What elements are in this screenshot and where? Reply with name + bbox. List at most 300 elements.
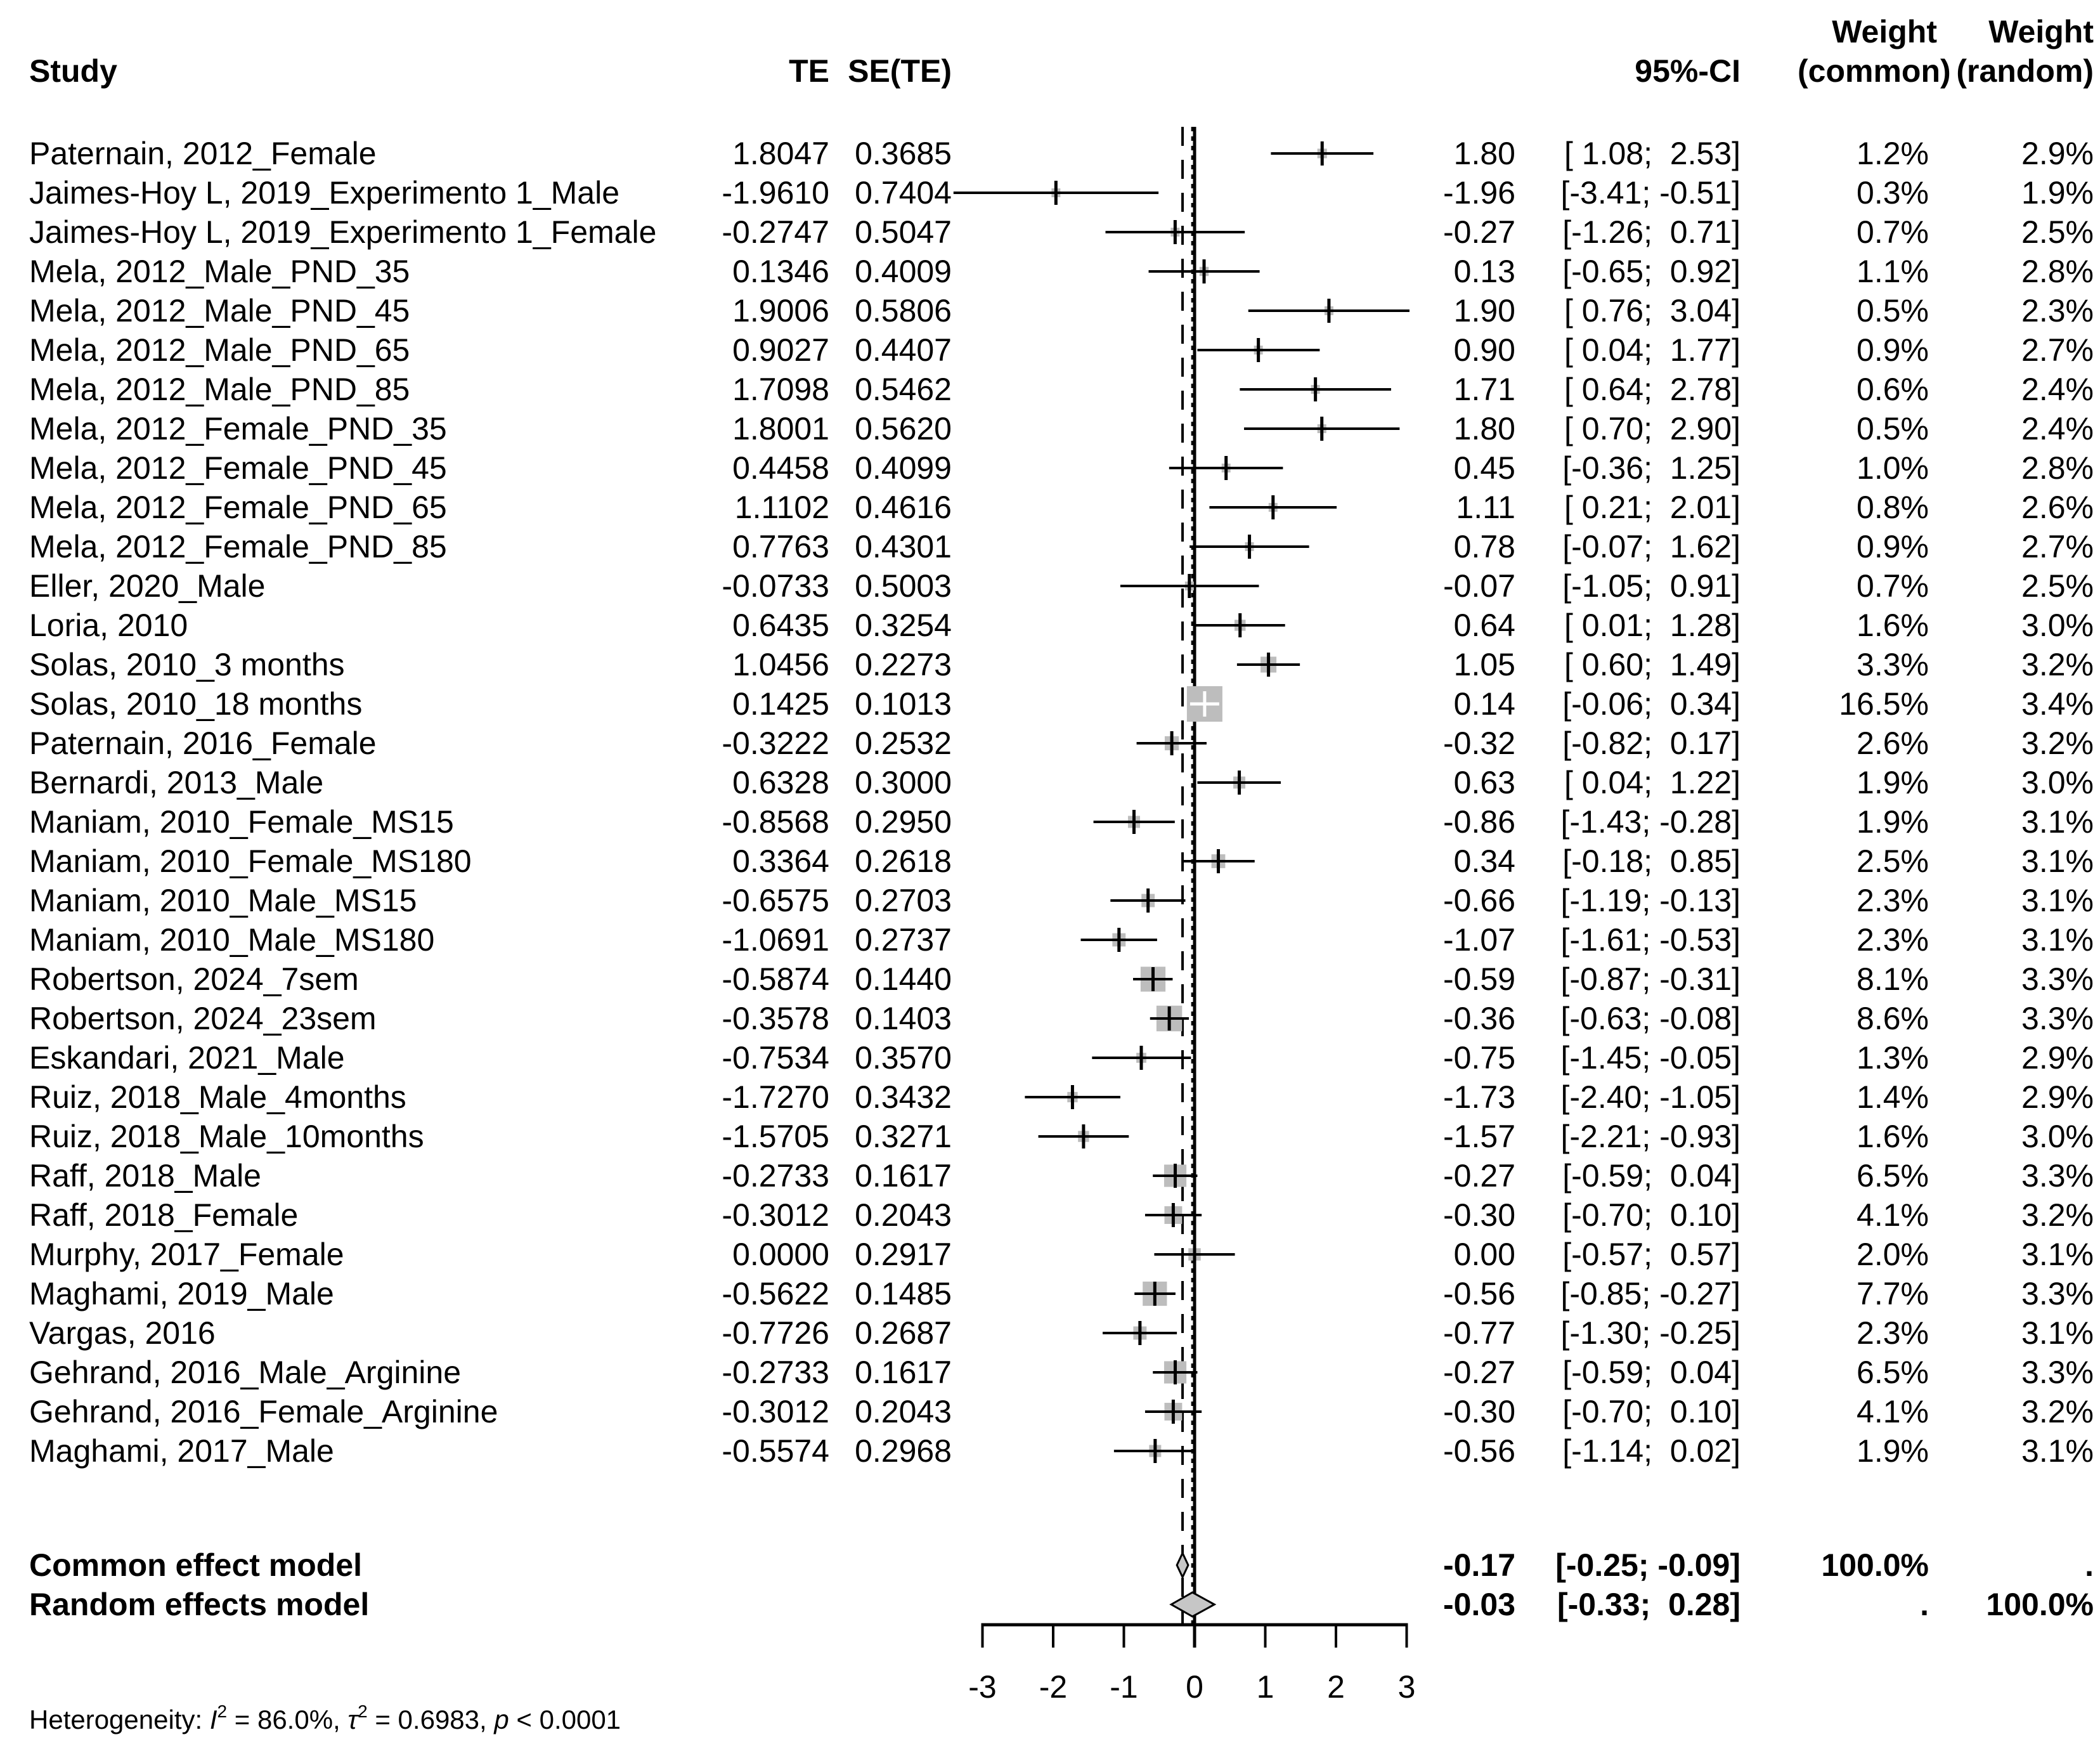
study-name: Paternain, 2012_Female: [29, 136, 377, 171]
effect-value: -0.30: [1443, 1197, 1515, 1233]
study-name: Mela, 2012_Male_PND_45: [29, 293, 410, 329]
ci-value: [-0.18; 0.85]: [1562, 843, 1740, 879]
effect-value: -0.30: [1443, 1394, 1515, 1429]
effect-value: -1.57: [1443, 1119, 1515, 1154]
ci-value: [-1.61; -0.53]: [1560, 922, 1740, 958]
te-value: -0.3578: [722, 1001, 829, 1036]
study-row: [0, 1156, 2100, 1195]
se-value: 0.1403: [855, 1001, 952, 1036]
ci-value: [ 0.60; 1.49]: [1564, 647, 1740, 682]
col-header-weight-random-bottom: (random): [1956, 53, 2094, 89]
study-row: [0, 1117, 2100, 1156]
study-name: Solas, 2010_3 months: [29, 647, 345, 682]
weight-common-value: 0.3%: [1857, 175, 1929, 211]
weight-random-value: 3.3%: [2021, 961, 2094, 997]
ci-value: [-1.43; -0.28]: [1560, 804, 1740, 840]
weight-random-value: 3.2%: [2021, 1394, 2094, 1429]
col-header-se: SE(TE): [848, 53, 952, 89]
ci-value: [-0.63; -0.08]: [1560, 1001, 1740, 1036]
weight-random-value: 2.4%: [2021, 411, 2094, 446]
se-value: 0.1617: [855, 1355, 952, 1390]
te-value: 0.4458: [732, 450, 829, 486]
study-row: [0, 1392, 2100, 1431]
se-value: 0.2703: [855, 883, 952, 918]
heterogeneity-superscript: 2: [358, 1701, 368, 1721]
study-row: [0, 920, 2100, 960]
weight-common-value: 1.9%: [1857, 804, 1929, 840]
weight-common-value: 0.5%: [1857, 293, 1929, 329]
summary-weight-random-value: .: [2085, 1547, 2094, 1583]
effect-value: -0.56: [1443, 1433, 1515, 1469]
effect-value: 0.64: [1453, 608, 1515, 643]
study-name: Gehrand, 2016_Male_Arginine: [29, 1355, 462, 1390]
se-value: 0.2968: [855, 1433, 952, 1469]
study-row: [0, 802, 2100, 842]
study-row: [0, 999, 2100, 1038]
weight-random-value: 2.4%: [2021, 372, 2094, 407]
weight-common-value: 4.1%: [1857, 1394, 1929, 1429]
ci-value: [-1.14; 0.02]: [1562, 1433, 1740, 1469]
weight-random-value: 3.0%: [2021, 608, 2094, 643]
effect-value: 1.11: [1456, 490, 1515, 525]
weight-common-value: 0.6%: [1857, 372, 1929, 407]
effect-value: -0.86: [1443, 804, 1515, 840]
study-row: [0, 1431, 2100, 1471]
study-name: Mela, 2012_Female_PND_35: [29, 411, 447, 446]
te-value: -0.5622: [722, 1276, 829, 1311]
weight-random-value: 1.9%: [2021, 175, 2094, 211]
summary-weight-random-value: 100.0%: [1986, 1587, 2094, 1622]
col-header-weight-common-bottom: (common): [1798, 53, 1951, 89]
study-row: [0, 1038, 2100, 1077]
effect-value: 0.78: [1453, 529, 1515, 564]
effect-value: 1.80: [1453, 136, 1515, 171]
col-header-weight-random-top: Weight: [1988, 14, 2094, 49]
weight-common-value: 1.6%: [1857, 608, 1929, 643]
effect-value: 0.14: [1453, 686, 1515, 722]
ci-value: [-1.45; -0.05]: [1560, 1040, 1740, 1076]
study-row: [0, 527, 2100, 566]
te-value: -0.7726: [722, 1315, 829, 1351]
study-row: [0, 134, 2100, 173]
se-value: 0.5462: [855, 372, 952, 407]
te-value: -1.9610: [722, 175, 829, 211]
se-value: 0.4616: [855, 490, 952, 525]
weight-common-value: 1.3%: [1857, 1040, 1929, 1076]
study-row: [0, 881, 2100, 920]
weight-random-value: 3.3%: [2021, 1355, 2094, 1390]
ci-value: [-1.26; 0.71]: [1562, 214, 1740, 250]
study-row: [0, 960, 2100, 999]
weight-random-value: 3.1%: [2021, 922, 2094, 958]
ci-value: [-0.59; 0.04]: [1562, 1355, 1740, 1390]
se-value: 0.4301: [855, 529, 952, 564]
te-value: 0.9027: [732, 332, 829, 368]
weight-common-value: 8.6%: [1857, 1001, 1929, 1036]
se-value: 0.2618: [855, 843, 952, 879]
random-effects-row: [0, 1585, 2100, 1624]
weight-random-value: 3.1%: [2021, 843, 2094, 879]
te-value: -0.3012: [722, 1197, 829, 1233]
weight-random-value: 3.1%: [2021, 1237, 2094, 1272]
ci-value: [-1.30; -0.25]: [1560, 1315, 1740, 1351]
se-value: 0.3570: [855, 1040, 952, 1076]
weight-common-value: 0.7%: [1857, 568, 1929, 604]
study-row: [0, 645, 2100, 684]
te-value: -0.2733: [722, 1158, 829, 1194]
study-row: [0, 1274, 2100, 1313]
weight-random-value: 3.4%: [2021, 686, 2094, 722]
summary-weight-common-value: 100.0%: [1821, 1547, 1929, 1583]
weight-common-value: 1.9%: [1857, 1433, 1929, 1469]
study-name: Jaimes-Hoy L, 2019_Experimento 1_Female: [29, 214, 657, 250]
ci-value: [ 0.64; 2.78]: [1564, 372, 1740, 407]
study-name: Ruiz, 2018_Male_4months: [29, 1079, 406, 1115]
se-value: 0.2950: [855, 804, 952, 840]
weight-random-value: 2.7%: [2021, 529, 2094, 564]
weight-random-value: 3.1%: [2021, 883, 2094, 918]
ci-value: [-0.70; 0.10]: [1562, 1394, 1740, 1429]
study-row: [0, 724, 2100, 763]
effect-value: 0.13: [1453, 254, 1515, 289]
heterogeneity-text: = 0.6983,: [367, 1705, 495, 1734]
se-value: 0.1617: [855, 1158, 952, 1194]
col-header-weight-common-top: Weight: [1832, 14, 1937, 49]
study-row: [0, 606, 2100, 645]
se-value: 0.2043: [855, 1197, 952, 1233]
common-effect-row: [0, 1545, 2100, 1585]
study-row: [0, 212, 2100, 252]
weight-random-value: 2.8%: [2021, 254, 2094, 289]
study-name: Loria, 2010: [29, 608, 188, 643]
te-value: 0.3364: [732, 843, 829, 879]
effect-value: -0.27: [1443, 214, 1515, 250]
study-row: [0, 842, 2100, 881]
ci-value: [-0.65; 0.92]: [1562, 254, 1740, 289]
effect-value: -0.36: [1443, 1001, 1515, 1036]
weight-common-value: 6.5%: [1857, 1158, 1929, 1194]
weight-common-value: 2.3%: [1857, 922, 1929, 958]
study-name: Eskandari, 2021_Male: [29, 1040, 345, 1076]
se-value: 0.3432: [855, 1079, 952, 1115]
study-row: [0, 252, 2100, 291]
summary-effect-value: -0.03: [1443, 1587, 1515, 1622]
effect-value: -0.07: [1443, 568, 1515, 604]
ci-value: [ 1.08; 2.53]: [1564, 136, 1740, 171]
effect-value: 0.45: [1453, 450, 1515, 486]
ci-value: [-0.06; 0.34]: [1562, 686, 1740, 722]
se-value: 0.2737: [855, 922, 952, 958]
summary-label: Random effects model: [29, 1587, 370, 1622]
se-value: 0.2532: [855, 725, 952, 761]
study-name: Mela, 2012_Female_PND_85: [29, 529, 447, 564]
weight-random-value: 3.2%: [2021, 647, 2094, 682]
se-value: 0.5047: [855, 214, 952, 250]
weight-random-value: 3.2%: [2021, 1197, 2094, 1233]
ci-value: [-0.82; 0.17]: [1562, 725, 1740, 761]
summary-label: Common effect model: [29, 1547, 363, 1583]
effect-value: -1.96: [1443, 175, 1515, 211]
se-value: 0.5003: [855, 568, 952, 604]
ci-value: [-1.19; -0.13]: [1560, 883, 1740, 918]
se-value: 0.2687: [855, 1315, 952, 1351]
weight-common-value: 2.5%: [1857, 843, 1929, 879]
heterogeneity-text: = 86.0%,: [227, 1705, 348, 1734]
se-value: 0.4009: [855, 254, 952, 289]
weight-random-value: 2.6%: [2021, 490, 2094, 525]
heterogeneity-symbol: τ: [347, 1705, 358, 1734]
weight-common-value: 1.0%: [1857, 450, 1929, 486]
effect-value: 1.80: [1453, 411, 1515, 446]
study-name: Jaimes-Hoy L, 2019_Experimento 1_Male: [29, 175, 620, 211]
study-row: [0, 566, 2100, 606]
te-value: -0.5574: [722, 1433, 829, 1469]
weight-common-value: 0.8%: [1857, 490, 1929, 525]
se-value: 0.5806: [855, 293, 952, 329]
heterogeneity-text: Heterogeneity:: [29, 1705, 210, 1734]
effect-value: 0.63: [1453, 765, 1515, 800]
te-value: 0.1425: [732, 686, 829, 722]
ci-value: [ 0.21; 2.01]: [1564, 490, 1740, 525]
effect-value: -0.75: [1443, 1040, 1515, 1076]
te-value: 0.6328: [732, 765, 829, 800]
effect-value: 1.05: [1453, 647, 1515, 682]
weight-common-value: 4.1%: [1857, 1197, 1929, 1233]
se-value: 0.3271: [855, 1119, 952, 1154]
summary-effect-value: -0.17: [1443, 1547, 1515, 1583]
weight-random-value: 2.9%: [2021, 1079, 2094, 1115]
te-value: 1.0456: [732, 647, 829, 682]
weight-random-value: 2.8%: [2021, 450, 2094, 486]
se-value: 0.1485: [855, 1276, 952, 1311]
te-value: -0.2733: [722, 1355, 829, 1390]
te-value: -0.2747: [722, 214, 829, 250]
study-name: Maghami, 2019_Male: [29, 1276, 334, 1311]
ci-value: [-0.59; 0.04]: [1562, 1158, 1740, 1194]
weight-common-value: 2.6%: [1857, 725, 1929, 761]
effect-value: -1.07: [1443, 922, 1515, 958]
effect-value: -0.56: [1443, 1276, 1515, 1311]
effect-value: -0.27: [1443, 1355, 1515, 1390]
heterogeneity-note: [29, 1700, 621, 1743]
effect-value: -0.77: [1443, 1315, 1515, 1351]
te-value: -1.7270: [722, 1079, 829, 1115]
se-value: 0.1013: [855, 686, 952, 722]
ci-value: [-2.40; -1.05]: [1560, 1079, 1740, 1115]
heterogeneity-superscript: 2: [217, 1701, 228, 1721]
study-name: Robertson, 2024_23sem: [29, 1001, 377, 1036]
weight-random-value: 3.0%: [2021, 1119, 2094, 1154]
study-row: [0, 448, 2100, 488]
study-name: Vargas, 2016: [29, 1315, 216, 1351]
weight-common-value: 1.2%: [1857, 136, 1929, 171]
ci-value: [ 0.70; 2.90]: [1564, 411, 1740, 446]
weight-common-value: 0.7%: [1857, 214, 1929, 250]
te-value: 1.8001: [732, 411, 829, 446]
te-value: 1.8047: [732, 136, 829, 171]
study-row: [0, 370, 2100, 409]
col-header-ci: 95%-CI: [1635, 53, 1740, 89]
study-name: Robertson, 2024_7sem: [29, 961, 359, 997]
weight-common-value: 3.3%: [1857, 647, 1929, 682]
study-name: Eller, 2020_Male: [29, 568, 266, 604]
summary-weight-common-value: .: [1920, 1587, 1929, 1622]
ci-value: [-3.41; -0.51]: [1560, 175, 1740, 211]
te-value: -0.3222: [722, 725, 829, 761]
weight-common-value: 0.9%: [1857, 529, 1929, 564]
weight-random-value: 3.3%: [2021, 1276, 2094, 1311]
weight-common-value: 1.6%: [1857, 1119, 1929, 1154]
effect-value: 1.90: [1453, 293, 1515, 329]
se-value: 0.7404: [855, 175, 952, 211]
te-value: 0.1346: [732, 254, 829, 289]
effect-value: -0.32: [1443, 725, 1515, 761]
weight-random-value: 2.7%: [2021, 332, 2094, 368]
study-row: [0, 684, 2100, 724]
axis-tick-label: -1: [1110, 1669, 1138, 1705]
weight-common-value: 0.9%: [1857, 332, 1929, 368]
effect-value: 0.90: [1453, 332, 1515, 368]
ci-value: [-2.21; -0.93]: [1560, 1119, 1740, 1154]
weight-random-value: 3.1%: [2021, 1315, 2094, 1351]
study-row: [0, 409, 2100, 448]
axis-tick-label: 2: [1327, 1669, 1345, 1705]
weight-common-value: 1.1%: [1857, 254, 1929, 289]
te-value: 0.7763: [732, 529, 829, 564]
ci-value: [ 0.04; 1.22]: [1564, 765, 1740, 800]
study-name: Maghami, 2017_Male: [29, 1433, 334, 1469]
study-name: Paternain, 2016_Female: [29, 725, 377, 761]
effect-value: -0.59: [1443, 961, 1515, 997]
heterogeneity-text: < 0.0001: [509, 1705, 621, 1734]
ci-value: [-0.87; -0.31]: [1560, 961, 1740, 997]
te-value: 1.9006: [732, 293, 829, 329]
weight-common-value: 0.5%: [1857, 411, 1929, 446]
te-value: 0.0000: [732, 1237, 829, 1272]
weight-random-value: 3.1%: [2021, 1433, 2094, 1469]
study-name: Ruiz, 2018_Male_10months: [29, 1119, 424, 1154]
ci-value: [-1.05; 0.91]: [1562, 568, 1740, 604]
effect-value: -1.73: [1443, 1079, 1515, 1115]
summary-ci-value: [-0.25; -0.09]: [1555, 1547, 1740, 1583]
study-name: Raff, 2018_Male: [29, 1158, 261, 1194]
study-row: [0, 173, 2100, 212]
ci-value: [-0.07; 1.62]: [1562, 529, 1740, 564]
te-value: -0.7534: [722, 1040, 829, 1076]
study-row: [0, 1195, 2100, 1235]
study-row: [0, 1313, 2100, 1353]
se-value: 0.2273: [855, 647, 952, 682]
study-row: [0, 763, 2100, 802]
study-row: [0, 291, 2100, 330]
effect-value: 1.71: [1453, 372, 1515, 407]
study-name: Solas, 2010_18 months: [29, 686, 363, 722]
ci-value: [ 0.01; 1.28]: [1564, 608, 1740, 643]
weight-random-value: 3.2%: [2021, 725, 2094, 761]
te-value: -0.0733: [722, 568, 829, 604]
weight-common-value: 16.5%: [1839, 686, 1929, 722]
weight-random-value: 3.1%: [2021, 804, 2094, 840]
se-value: 0.2917: [855, 1237, 952, 1272]
study-name: Murphy, 2017_Female: [29, 1237, 344, 1272]
ci-value: [-0.70; 0.10]: [1562, 1197, 1740, 1233]
ci-value: [-0.36; 1.25]: [1562, 450, 1740, 486]
weight-random-value: 3.3%: [2021, 1158, 2094, 1194]
te-value: -0.6575: [722, 883, 829, 918]
se-value: 0.4407: [855, 332, 952, 368]
weight-common-value: 1.4%: [1857, 1079, 1929, 1115]
weight-common-value: 2.3%: [1857, 883, 1929, 918]
study-row: [0, 1077, 2100, 1117]
col-header-te: TE: [789, 53, 829, 89]
weight-random-value: 3.3%: [2021, 1001, 2094, 1036]
study-name: Maniam, 2010_Female_MS15: [29, 804, 454, 840]
study-name: Mela, 2012_Female_PND_45: [29, 450, 447, 486]
study-name: Mela, 2012_Male_PND_65: [29, 332, 410, 368]
ci-value: [-0.57; 0.57]: [1562, 1237, 1740, 1272]
study-row: [0, 1235, 2100, 1274]
se-value: 0.4099: [855, 450, 952, 486]
axis-tick-label: 1: [1256, 1669, 1274, 1705]
se-value: 0.5620: [855, 411, 952, 446]
weight-random-value: 2.5%: [2021, 568, 2094, 604]
heterogeneity-symbol: p: [494, 1705, 509, 1734]
study-row: [0, 1353, 2100, 1392]
study-name: Mela, 2012_Male_PND_35: [29, 254, 410, 289]
ci-value: [ 0.76; 3.04]: [1564, 293, 1740, 329]
axis-tick-label: 0: [1186, 1669, 1203, 1705]
te-value: -0.5874: [722, 961, 829, 997]
study-row: [0, 330, 2100, 370]
study-name: Mela, 2012_Male_PND_85: [29, 372, 410, 407]
weight-common-value: 7.7%: [1857, 1276, 1929, 1311]
study-name: Raff, 2018_Female: [29, 1197, 299, 1233]
weight-random-value: 2.5%: [2021, 214, 2094, 250]
study-name: Maniam, 2010_Female_MS180: [29, 843, 472, 879]
study-name: Maniam, 2010_Male_MS15: [29, 883, 417, 918]
weight-random-value: 2.9%: [2021, 136, 2094, 171]
se-value: 0.1440: [855, 961, 952, 997]
weight-common-value: 2.3%: [1857, 1315, 1929, 1351]
te-value: 1.1102: [734, 490, 829, 525]
heterogeneity-symbol: I: [209, 1705, 217, 1734]
te-value: -1.5705: [722, 1119, 829, 1154]
weight-common-value: 2.0%: [1857, 1237, 1929, 1272]
te-value: 0.6435: [732, 608, 829, 643]
weight-random-value: 3.0%: [2021, 765, 2094, 800]
weight-common-value: 1.9%: [1857, 765, 1929, 800]
study-name: Bernardi, 2013_Male: [29, 765, 324, 800]
ci-value: [ 0.04; 1.77]: [1564, 332, 1740, 368]
effect-value: -0.66: [1443, 883, 1515, 918]
ci-value: [-0.85; -0.27]: [1560, 1276, 1740, 1311]
effect-value: 0.34: [1453, 843, 1515, 879]
te-value: -1.0691: [722, 922, 829, 958]
te-value: -0.8568: [722, 804, 829, 840]
se-value: 0.3000: [855, 765, 952, 800]
weight-random-value: 2.9%: [2021, 1040, 2094, 1076]
study-name: Mela, 2012_Female_PND_65: [29, 490, 447, 525]
se-value: 0.2043: [855, 1394, 952, 1429]
axis-tick-label: 3: [1397, 1669, 1416, 1705]
effect-value: 0.00: [1453, 1237, 1515, 1272]
col-header-study: Study: [29, 53, 117, 89]
study-name: Gehrand, 2016_Female_Arginine: [29, 1394, 498, 1429]
axis-tick-label: -2: [1039, 1669, 1068, 1705]
weight-random-value: 2.3%: [2021, 293, 2094, 329]
study-row: [0, 488, 2100, 527]
axis-tick-label: -3: [968, 1669, 997, 1705]
